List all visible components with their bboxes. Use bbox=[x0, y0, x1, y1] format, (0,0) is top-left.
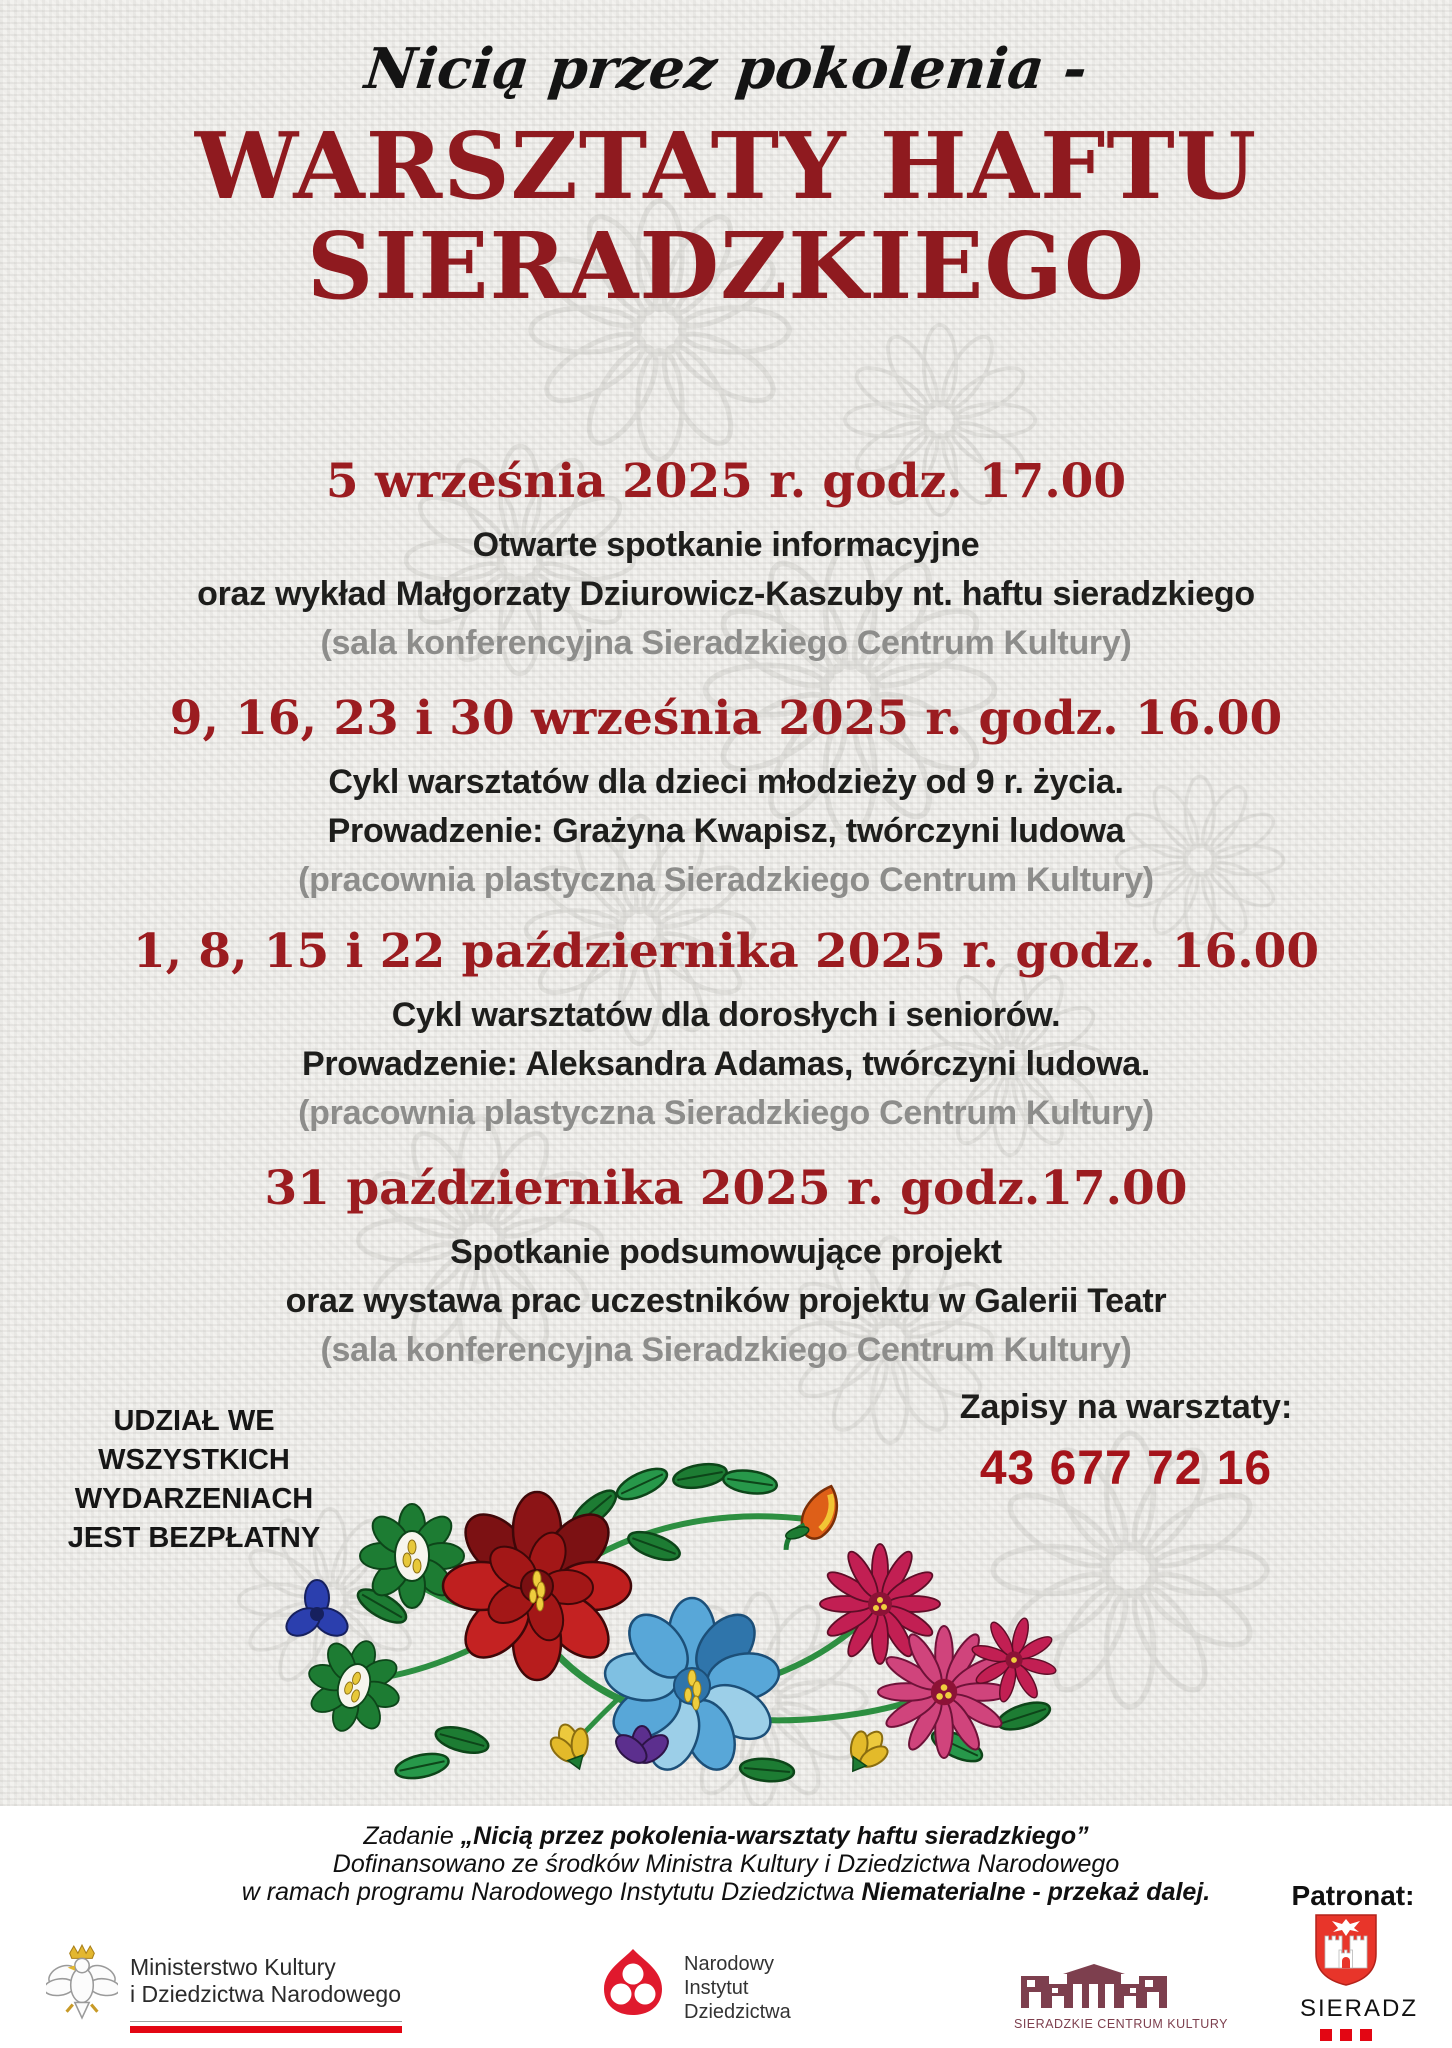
credit-program-prefix: w ramach programu Narodowego Instytutu Dziedzictwa bbox=[241, 1878, 862, 1906]
ministry-gray-rule bbox=[130, 2021, 402, 2022]
poster-title-line1: WARSZTATY HAFTU bbox=[194, 112, 1258, 220]
ministry-logo bbox=[46, 1944, 402, 2033]
event-block-4 bbox=[0, 1161, 1452, 1375]
nid-logo bbox=[596, 1946, 791, 2024]
event-1-venue: (sala konferencyjna Sieradzkiego Centrum Kultury) bbox=[320, 624, 1132, 662]
event-4-venue: (sala konferencyjna Sieradzkiego Centrum Kultury) bbox=[320, 1331, 1132, 1369]
event-2-venue: (pracownia plastyczna Sieradzkiego Centrum Kultury) bbox=[298, 861, 1154, 899]
event-3-line1: Cykl warsztatów dla dorosłych i seniorów. bbox=[391, 996, 1061, 1034]
credit-line-program bbox=[0, 1878, 1452, 1906]
poster-footer bbox=[0, 1806, 1452, 2048]
event-2-date: 9, 16, 23 i 30 września 2025 r. godz. 16.00 bbox=[169, 691, 1283, 746]
event-1-line1: Otwarte spotkanie informacyjne bbox=[472, 526, 980, 564]
event-1-date: 5 września 2025 r. godz. 17.00 bbox=[325, 454, 1127, 509]
embroidery-flowers-illustration bbox=[222, 1424, 1074, 1802]
event-2-line2: Prowadzenie: Grażyna Kwapisz, twórczyni ludowa bbox=[327, 812, 1125, 850]
sieradz-coat-of-arms bbox=[1313, 1912, 1379, 1988]
sck-building-icon bbox=[1019, 1962, 1169, 2010]
event-block-1 bbox=[0, 454, 1452, 668]
credit-task-prefix: Zadanie bbox=[363, 1822, 461, 1850]
nid-logo-text bbox=[684, 1946, 791, 2024]
credit-line-task bbox=[0, 1822, 1452, 1850]
event-block-3 bbox=[0, 924, 1452, 1138]
free-note-line2: WYDARZENIACH bbox=[74, 1483, 314, 1515]
ministry-logo-text bbox=[130, 1944, 402, 2033]
nid-line3: Dziedzictwa bbox=[684, 2001, 791, 2023]
nid-trefoil-icon bbox=[596, 1946, 670, 2018]
credit-task-quoted: „Nicią przez pokolenia-warsztaty haftu sieradzkiego” bbox=[460, 1822, 1089, 1850]
credit-line-funding: Dofinansowano ze środków Ministra Kultury i Dziedzictwa Narodowego bbox=[332, 1850, 1120, 1878]
credit-program-bold: Niematerialne - przekaż dalej. bbox=[861, 1878, 1211, 1906]
event-block-2 bbox=[0, 691, 1452, 905]
sieradz-caption: SIERADZ bbox=[1300, 1995, 1419, 2022]
sieradz-logo bbox=[1300, 1912, 1419, 2041]
signup-label: Zapisy na warsztaty: bbox=[959, 1388, 1293, 1426]
funding-credits bbox=[0, 1822, 1452, 1906]
event-3-venue: (pracownia plastyczna Sieradzkiego Centrum Kultury) bbox=[298, 1094, 1154, 1132]
sck-caption: SIERADZKIE CENTRUM KULTURY bbox=[1014, 2017, 1228, 2031]
poster-subtitle-script: Nicią przez pokolenia - bbox=[361, 36, 1091, 102]
free-note-line3: JEST BEZPŁATNY bbox=[67, 1522, 321, 1554]
event-4-line1: Spotkanie podsumowujące projekt bbox=[450, 1233, 1002, 1271]
event-4-line2: oraz wystawa prac uczestników projektu w Galerii Teatr bbox=[285, 1282, 1167, 1320]
ministry-eagle-icon bbox=[46, 1944, 118, 2022]
event-1-line2: oraz wykład Małgorzaty Dziurowicz-Kaszuby nt. haftu sieradzkiego bbox=[197, 575, 1255, 613]
event-3-date: 1, 8, 15 i 22 października 2025 r. godz. 16.00 bbox=[132, 924, 1320, 979]
event-3-line2: Prowadzenie: Aleksandra Adamas, twórczyni ludowa. bbox=[301, 1045, 1151, 1083]
signup-phone-number: 43 677 72 16 bbox=[979, 1442, 1273, 1495]
poster-title-line2: SIERADZKIEGO bbox=[306, 212, 1146, 320]
ministry-red-rule bbox=[130, 2026, 402, 2033]
nid-line1: Narodowy bbox=[684, 1953, 775, 1975]
poster-title bbox=[0, 112, 1452, 320]
sck-logo bbox=[1014, 1962, 1228, 2031]
nid-line2: Instytut bbox=[684, 1977, 749, 1999]
patronat-label: Patronat: bbox=[1291, 1880, 1415, 1911]
event-2-line1: Cykl warsztatów dla dzieci młodzieży od 9 r. życia. bbox=[328, 763, 1124, 801]
sieradz-squares-decoration bbox=[1300, 2029, 1392, 2041]
free-note-line1: UDZIAŁ WE WSZYSTKICH bbox=[98, 1405, 290, 1476]
ministry-line1: Ministerstwo Kultury bbox=[130, 1954, 336, 1980]
event-4-date: 31 października 2025 r. godz.17.00 bbox=[264, 1161, 1188, 1216]
ministry-line2: i Dziedzictwa Narodowego bbox=[130, 1981, 402, 2007]
